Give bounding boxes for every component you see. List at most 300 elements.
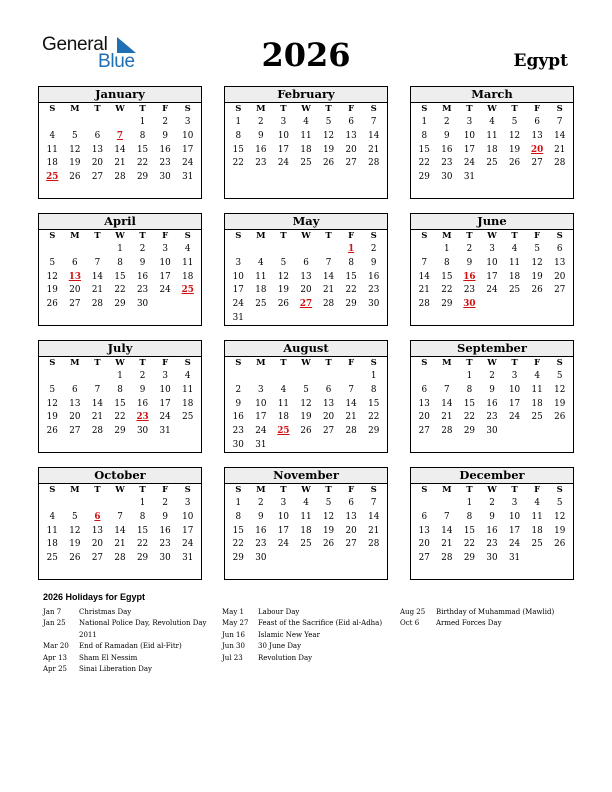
calendar-date: 9 — [489, 384, 495, 395]
calendar-date: 15 — [441, 271, 453, 282]
calendar-date: 26 — [300, 426, 312, 437]
calendar-date: 13 — [69, 398, 81, 409]
calendar-date: 23 — [255, 539, 267, 550]
calendar-date: 14 — [114, 144, 126, 155]
empty-cell — [413, 370, 436, 384]
calendar-date: 16 — [255, 144, 267, 155]
calendar-date: 9 — [139, 257, 146, 268]
calendar-date: 10 — [182, 130, 194, 141]
calendar-date: 12 — [322, 130, 335, 141]
holidays-title: 2026 Holidays for Egypt — [43, 592, 146, 602]
calendar-date: 8 — [421, 130, 428, 141]
calendar-date: 22 — [441, 285, 453, 296]
calendar-date: 17 — [255, 412, 267, 423]
calendar-date: 13 — [322, 398, 335, 409]
calendar-date: 6 — [534, 117, 540, 127]
calendar-date: 12 — [46, 398, 58, 409]
calendar-date: 8 — [370, 384, 377, 395]
weekday-header: S — [556, 104, 563, 114]
calendar-date: 18 — [182, 271, 194, 282]
calendar-date: 10 — [508, 384, 521, 395]
calendar-date: 29 — [368, 426, 380, 437]
empty-cell — [64, 116, 87, 130]
calendar-date: 22 — [232, 539, 244, 550]
calendar-date: 10 — [182, 511, 194, 522]
calendar-date: 24 — [508, 539, 521, 550]
calendar-date: 14 — [322, 271, 335, 282]
weekday-header: F — [534, 231, 541, 241]
weekday-header: M — [442, 231, 452, 241]
weekday-header: T — [325, 358, 332, 368]
calendar-date: 9 — [370, 257, 377, 268]
calendar-date: 12 — [69, 144, 81, 155]
holiday-date: 25 — [277, 426, 290, 437]
calendar-date: 14 — [441, 398, 453, 409]
calendar-date: 6 — [72, 257, 78, 268]
calendar-date: 15 — [232, 525, 244, 536]
calendar-date: 11 — [300, 130, 312, 141]
calendar-date: 13 — [418, 525, 430, 536]
weekday-header: W — [115, 358, 125, 368]
calendar-date: 4 — [303, 498, 309, 508]
weekday-header: T — [511, 358, 518, 368]
calendar-date: 11 — [255, 271, 267, 282]
calendar-date: 26 — [554, 539, 566, 550]
calendar-date: 26 — [322, 158, 335, 169]
calendar-date: 14 — [368, 511, 380, 522]
holiday-name: Armed Forces Day — [436, 619, 502, 628]
holiday-column — [222, 607, 394, 664]
calendar-date: 8 — [466, 384, 473, 395]
calendar-date: 3 — [184, 117, 191, 127]
calendar-date: 25 — [531, 539, 543, 550]
calendar-date: 11 — [277, 398, 290, 409]
calendar-date: 19 — [300, 412, 312, 423]
weekday-header: T — [139, 231, 146, 241]
calendar-date: 1 — [117, 244, 123, 254]
calendar-date: 6 — [421, 384, 428, 395]
empty-cell — [41, 497, 64, 511]
holiday-date-label: May 27 — [222, 619, 249, 628]
holiday-date: 30 — [463, 299, 476, 310]
calendar-date: 4 — [511, 244, 518, 254]
holiday-name: Christmas Day — [79, 608, 132, 616]
calendar-date: 11 — [46, 525, 58, 536]
holiday-row — [222, 618, 394, 629]
calendar-date: 1 — [466, 498, 473, 508]
calendar-date: 20 — [322, 412, 335, 423]
calendar-date: 11 — [300, 511, 312, 522]
calendar-date: 1 — [139, 498, 146, 508]
weekday-header: S — [556, 485, 563, 495]
logo-text-general: General — [42, 34, 108, 55]
weekday-header: S — [184, 485, 191, 495]
calendar-date: 20 — [554, 271, 566, 282]
empty-cell — [413, 497, 436, 511]
empty-cell — [272, 370, 295, 384]
weekday-header: F — [162, 485, 169, 495]
calendar-date: 6 — [348, 117, 354, 127]
calendar-date: 18 — [277, 412, 290, 423]
weekday-header: T — [280, 485, 287, 495]
empty-cell — [86, 116, 109, 130]
empty-cell — [413, 243, 436, 257]
calendar-date: 24 — [182, 158, 194, 169]
calendar-date: 30 — [255, 553, 267, 564]
calendar-date: 24 — [463, 158, 476, 169]
calendar-date: 9 — [466, 257, 473, 268]
calendar-date: 17 — [182, 144, 194, 155]
calendar-date: 24 — [182, 539, 194, 550]
holiday-row — [222, 641, 394, 652]
calendar-date: 11 — [182, 384, 194, 395]
empty-cell — [227, 243, 250, 257]
calendar-date: 22 — [345, 285, 357, 296]
calendar-date: 2 — [370, 244, 377, 254]
calendar-date: 9 — [235, 398, 242, 409]
calendar-date: 27 — [345, 539, 357, 550]
calendar-date: 16 — [486, 525, 498, 536]
month-name: July — [39, 341, 201, 357]
weekday-header: T — [466, 104, 473, 114]
calendar-date: 17 — [508, 525, 521, 536]
calendar-date: 20 — [69, 412, 81, 423]
calendar-date: 9 — [258, 130, 264, 141]
calendar-date: 21 — [91, 285, 104, 296]
calendar-date: 21 — [441, 539, 453, 550]
calendar-date: 16 — [486, 398, 498, 409]
calendar-date: 29 — [463, 553, 476, 564]
calendar-date: 7 — [117, 511, 123, 522]
calendar-date: 17 — [159, 398, 171, 409]
calendar-date: 31 — [508, 553, 521, 564]
calendar-date: 18 — [182, 398, 194, 409]
calendar-date: 20 — [91, 158, 104, 169]
weekday-header: S — [556, 231, 563, 241]
empty-cell — [340, 370, 363, 384]
calendar-date: 1 — [466, 371, 473, 381]
weekday-header: T — [511, 485, 518, 495]
calendar-date: 9 — [162, 130, 168, 141]
calendar-date: 14 — [418, 271, 430, 282]
calendar-date: 8 — [348, 257, 354, 268]
weekday-header: S — [49, 104, 56, 114]
empty-cell — [86, 243, 109, 257]
calendar-date: 11 — [486, 130, 498, 141]
calendar-date: 19 — [322, 144, 335, 155]
calendar-date: 28 — [368, 539, 380, 550]
calendar-date: 17 — [463, 144, 476, 155]
calendar-date: 22 — [418, 158, 430, 169]
holiday-name: National Police Day, Revolution Day 2011 — [79, 619, 207, 639]
calendar-date: 16 — [255, 525, 267, 536]
holiday-date-label: Aug 25 — [400, 608, 426, 616]
holiday-date-label: Jul 23 — [222, 653, 243, 662]
weekday-header: T — [511, 231, 518, 241]
calendar-date: 15 — [232, 144, 244, 155]
weekday-header: S — [370, 231, 377, 241]
calendar-date: 16 — [136, 398, 149, 409]
calendar-date: 28 — [554, 158, 566, 169]
weekday-header: M — [256, 358, 266, 368]
month-february — [224, 86, 388, 199]
calendar-date: 28 — [114, 553, 126, 564]
empty-cell — [317, 370, 340, 384]
calendar-date: 21 — [91, 412, 104, 423]
calendar-date: 1 — [139, 117, 146, 127]
month-january — [38, 86, 202, 199]
month-july — [38, 340, 202, 453]
calendar-date: 23 — [463, 285, 476, 296]
weekday-header: W — [115, 485, 125, 495]
calendar-date: 11 — [182, 257, 194, 268]
calendar-date: 4 — [280, 384, 287, 395]
calendar-date: 15 — [368, 398, 380, 409]
calendar-date: 4 — [49, 130, 56, 141]
month-october — [38, 467, 202, 580]
calendar-date: 31 — [159, 426, 171, 437]
calendar-date: 21 — [418, 285, 430, 296]
weekday-header: S — [235, 358, 242, 368]
weekday-header: M — [70, 485, 80, 495]
calendar-date: 12 — [300, 398, 312, 409]
calendar-date: 16 — [136, 271, 149, 282]
holiday-name: Sham El Nessim — [79, 653, 138, 662]
calendar-date: 28 — [368, 158, 380, 169]
calendar-date: 17 — [277, 144, 290, 155]
calendar-date: 6 — [94, 130, 101, 141]
holiday-row — [43, 664, 215, 675]
calendar-date: 10 — [277, 130, 290, 141]
calendar-date: 27 — [322, 426, 335, 437]
calendar-date: 31 — [463, 172, 476, 183]
month-name: October — [39, 468, 201, 484]
empty-cell — [295, 243, 318, 257]
calendar-date: 5 — [72, 511, 78, 522]
calendar-date: 13 — [531, 130, 543, 141]
weekday-header: S — [235, 104, 242, 114]
calendar-date: 2 — [162, 498, 168, 508]
calendar-date: 15 — [345, 271, 357, 282]
calendar-date: 4 — [489, 117, 495, 127]
calendar-date: 2 — [444, 117, 450, 127]
calendar-date: 15 — [463, 398, 476, 409]
month-name: August — [225, 341, 387, 357]
calendar-date: 6 — [556, 244, 563, 254]
country-title: Egypt — [513, 51, 568, 71]
holiday-date: 27 — [299, 299, 313, 310]
calendar-date: 5 — [49, 257, 56, 268]
calendar-date: 10 — [159, 384, 171, 395]
holiday-name: Revolution Day — [258, 653, 313, 662]
holiday-name: 30 June Day — [258, 642, 302, 651]
calendar-date: 24 — [277, 158, 290, 169]
calendar-date: 18 — [46, 158, 58, 169]
empty-cell — [272, 243, 295, 257]
calendar-date: 3 — [489, 244, 495, 254]
calendar-date: 20 — [345, 144, 357, 155]
calendar-date: 26 — [46, 426, 58, 437]
calendar-date: 3 — [466, 117, 473, 127]
calendar-date: 29 — [345, 299, 357, 310]
calendar-date: 21 — [345, 412, 357, 423]
calendar-date: 13 — [91, 144, 104, 155]
calendar-date: 16 — [368, 271, 380, 282]
weekday-header: S — [370, 104, 377, 114]
calendar-date: 24 — [508, 412, 521, 423]
calendar-date: 3 — [280, 498, 287, 508]
calendar-date: 3 — [235, 257, 242, 268]
empty-cell — [227, 370, 250, 384]
calendar-date: 23 — [159, 158, 171, 169]
calendar-date: 28 — [441, 553, 453, 564]
weekday-header: W — [487, 358, 497, 368]
calendar-date: 9 — [258, 511, 264, 522]
empty-cell — [64, 370, 87, 384]
weekday-header: F — [348, 231, 355, 241]
weekday-header: W — [487, 485, 497, 495]
calendar-date: 15 — [136, 525, 149, 536]
weekday-header: T — [94, 231, 101, 241]
calendar-date: 5 — [72, 130, 78, 141]
calendar-date: 1 — [444, 244, 450, 254]
calendar-date: 21 — [114, 539, 126, 550]
calendar-date: 30 — [136, 426, 149, 437]
calendar-date: 28 — [91, 299, 104, 310]
calendar-date: 30 — [486, 553, 498, 564]
calendar-date: 26 — [508, 158, 521, 169]
calendar-date: 25 — [486, 158, 498, 169]
calendar-date: 15 — [114, 271, 126, 282]
month-december — [410, 467, 574, 580]
weekday-header: W — [301, 358, 311, 368]
weekday-header: S — [370, 358, 377, 368]
calendar-date: 7 — [348, 384, 354, 395]
calendar-date: 19 — [69, 539, 81, 550]
empty-cell — [86, 370, 109, 384]
empty-cell — [436, 497, 459, 511]
calendar-date: 19 — [46, 285, 58, 296]
weekday-header: S — [49, 231, 56, 241]
calendar-date: 15 — [463, 525, 476, 536]
calendar-date: 25 — [508, 285, 521, 296]
calendar-date: 19 — [46, 412, 58, 423]
weekday-header: W — [301, 231, 311, 241]
holiday-date: 20 — [531, 144, 544, 155]
calendar-date: 5 — [49, 384, 56, 395]
calendar-date: 29 — [114, 299, 126, 310]
weekday-header: S — [421, 485, 428, 495]
empty-cell — [295, 370, 318, 384]
calendar-date: 5 — [556, 371, 563, 381]
calendar-date: 8 — [117, 384, 123, 395]
calendar-date: 12 — [554, 384, 566, 395]
calendar-date: 26 — [322, 539, 335, 550]
holiday-date: 13 — [68, 271, 81, 282]
calendar-date: 29 — [114, 426, 126, 437]
weekday-header: M — [442, 358, 452, 368]
calendar-date: 14 — [368, 130, 380, 141]
weekday-header: S — [370, 485, 377, 495]
empty-cell — [41, 116, 64, 130]
weekday-header: M — [256, 485, 266, 495]
weekday-header: F — [348, 485, 355, 495]
calendar-date: 30 — [159, 172, 171, 183]
calendar-date: 10 — [255, 398, 267, 409]
calendar-date: 22 — [136, 158, 149, 169]
empty-cell — [41, 243, 64, 257]
calendar-date: 2 — [258, 498, 264, 508]
holiday-date: 7 — [116, 130, 124, 141]
calendar-date: 17 — [159, 271, 171, 282]
calendar-date: 20 — [91, 539, 104, 550]
weekday-header: S — [556, 358, 563, 368]
weekday-header: T — [325, 231, 332, 241]
calendar-date: 2 — [162, 117, 168, 127]
calendar-date: 4 — [184, 371, 191, 381]
month-september — [410, 340, 574, 453]
weekday-header: S — [421, 358, 428, 368]
calendar-date: 5 — [556, 498, 563, 508]
calendar-date: 12 — [46, 271, 58, 282]
weekday-header: F — [534, 358, 541, 368]
calendar-date: 1 — [117, 371, 123, 381]
calendar-date: 23 — [368, 285, 380, 296]
holiday-date-label: Apr 25 — [43, 665, 68, 674]
calendar-date: 8 — [235, 511, 242, 522]
calendar-date: 12 — [508, 130, 521, 141]
empty-cell — [109, 116, 132, 130]
calendar-date: 28 — [114, 172, 126, 183]
calendar-date: 14 — [91, 271, 104, 282]
calendar-date: 19 — [554, 398, 566, 409]
calendar-date: 19 — [508, 144, 521, 155]
weekday-header: S — [235, 231, 242, 241]
calendar-date: 25 — [255, 299, 267, 310]
holiday-date-label: Jan 25 — [43, 619, 66, 628]
holiday-name: Labour Day — [258, 608, 300, 616]
calendar-date: 15 — [114, 398, 126, 409]
holiday-row — [400, 607, 570, 618]
calendar-date: 16 — [441, 144, 453, 155]
calendar-date: 25 — [531, 412, 543, 423]
calendar-date: 31 — [232, 312, 244, 323]
calendar-date: 8 — [444, 257, 450, 268]
calendar-date: 13 — [554, 257, 566, 268]
calendar-date: 2 — [466, 244, 473, 254]
holiday-name: Islamic New Year — [258, 630, 320, 639]
calendar-date: 8 — [139, 130, 146, 141]
calendar-date: 5 — [325, 117, 332, 127]
calendar-date: 13 — [300, 271, 312, 282]
calendar-date: 3 — [162, 371, 168, 381]
calendar-date: 3 — [511, 498, 518, 508]
calendar-date: 3 — [280, 117, 287, 127]
calendar-date: 7 — [556, 117, 563, 127]
holiday-date-label: Apr 13 — [43, 653, 68, 662]
holiday-date: 1 — [348, 244, 355, 254]
weekday-header: T — [280, 231, 287, 241]
logo-text-blue: Blue — [98, 51, 135, 72]
calendar-date: 26 — [554, 412, 566, 423]
weekday-header: M — [442, 485, 452, 495]
empty-cell — [436, 370, 459, 384]
weekday-header: F — [162, 104, 169, 114]
month-name: January — [39, 87, 201, 103]
calendar-date: 30 — [136, 299, 149, 310]
holiday-date: 23 — [136, 412, 149, 423]
calendar-date: 29 — [418, 172, 430, 183]
